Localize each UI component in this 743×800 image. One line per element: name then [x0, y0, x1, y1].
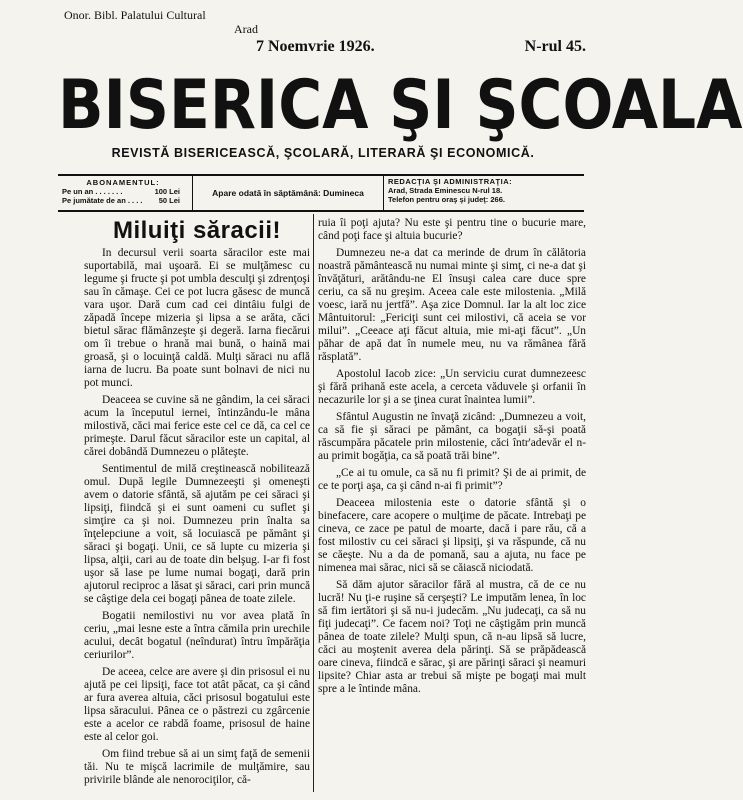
publication-frequency: Apare odată în săptămână: Dumineca [192, 176, 384, 210]
subscription-price: 100 Lei [154, 187, 180, 196]
paragraph: De aceea, celce are avere şi din prisosul ei nu ajută pe cei lipsiţi, face tot atât păcat, ca şi când ar fura averea altuia, căci prisosul bogatului este lipsa săracului. Pânea ce o păstrezi cu zgârcenie este a acelor ce rabdă foame, prisosul de haine este al celor goi. [84, 666, 310, 743]
info-bar [58, 174, 584, 212]
paragraph: „Ce ai tu omule, ca să nu fi primit? Şi de ai primit, de ce te porţi aşa, ca şi când n-ai fi primit”? [318, 467, 586, 492]
stamp-line-1: Onor. Bibl. Palatului Cultural [64, 8, 206, 22]
editorial-header: REDACŢIA ŞI ADMINISTRAŢIA: [388, 177, 513, 186]
editorial-office-box [388, 176, 584, 211]
editorial-phone: Telefon pentru oraş şi judeţ: 266. [388, 195, 505, 204]
article-right-column [318, 217, 586, 700]
issue-date: 7 Noemvrie 1926. [256, 38, 375, 55]
stamp-line-2: Arad [234, 22, 258, 36]
paragraph: Să dăm ajutor săracilor fără al mustra, că de ce nu lucră! Nu ţi-e ruşine să cerşeşti? Le imputăm lenea, în loc să fim iertători şi să nu-i judecăm. „Nu judecaţi, ca să nu fiţi judecaţi”. Ce facem noi? Toţi ne câştigăm prin muncă pânea de toate zilele? Mulţi spun, că n-au lipsă să lucre, căci au moştenit averea dela părinţi. Să se prăpădească oare cineva, fiindcă e sărac, şi are părinţi săraci şi neamuri lipsite? Chiar asta ar trebui să mişte pe bogaţi mai mult spre a le întinde mâna. [318, 579, 586, 695]
paragraph: Deaceea se cuvine să ne gândim, la cei săraci acum la începutul iernei, întinzându-le mâna milostivă, căci mai ferice este cel ce dă, ca cel ce primeşte. Darul făcut săracilor este un capital, al cărei dobândă Dumnezeu o plăteşte. [84, 394, 310, 458]
article-title: Miluiţi săracii! [112, 217, 282, 244]
library-stamp [64, 8, 258, 36]
paragraph: In decursul verii soarta săracilor este mai suportabilă, mai uşoară. Ei se mulţămesc cu legume şi fructe şi pot umbla desculţi şi zdrenţoşi sau în cămaşe. Cei ce pot lucra găsesc de muncă vara uşor. Dară cum cad cei dintâiu fulgi de zăpadă începe mizeria şi lipsa a se arăta, căci bietul sărac flămânzeşte şi degeră. Iarna fiecărui om îi trebue o hrană mai bună, o haină mai groasă, şi o locuinţă caldă. Mulţi săraci nu află iarna de lucru. Ba poate sunt bolnavi de nici nu pot munci. [84, 247, 310, 389]
subscription-row [58, 196, 188, 205]
subscription-row [58, 187, 188, 196]
subscription-label: Pe un an . . . . . . . [62, 187, 123, 196]
column-divider [313, 214, 314, 792]
masthead-subtitle: REVISTĂ BISERICEASCĂ, ŞCOLARĂ, LITERARĂ ŞI ECONOMICĂ. [111, 146, 535, 160]
issue-number: N-rul 45. [524, 38, 586, 55]
subscription-header: ABONAMENTUL: [86, 178, 160, 187]
paragraph: Sfântul Augustin ne învaţă zicând: „Dumnezeu a voit, ca să fie şi săraci pe pământ, ca bogaţii să-şi poată răscumpăra păcatele prin milostenie, căci într'adevăr el n-au primit bogăţia, ca să poată trăi bine”. [318, 411, 586, 462]
subscription-box [58, 176, 188, 212]
article-left-column [84, 217, 310, 791]
subscription-price: 50 Lei [158, 196, 180, 205]
paragraph: Dumnezeu ne-a dat ca merinde de drum în călătoria noastră pământească nu numai minte şi simţ, ci ne-a dat şi învăţături, arătându-ne El însuşi calea care duce spre ceriu, ca să nu greşim. Aceea cale este milostenia. „Milă voesc, iară nu jertfă”. Aşa zice Domnul. Iar la alt loc zice Mântuitorul: „Fericiţi sunt cei milostivi, că aceia se vor milui”. „Ceeace aţi făcut altuia, mie mi-aţi făcut”. „Un păhar de apă dat în numele meu, nu va rămânea fără răsplată”. [318, 247, 586, 363]
editorial-address: Arad, Strada Eminescu N-rul 18. [388, 186, 503, 195]
dateline [256, 38, 586, 56]
paragraph: Bogatii nemilostivi nu vor avea plată în ceriu, „mai lesne este a întra cămila prin urechile acului, decât bogatul (neîndurat) întru împărăţia ceriurilor”. [84, 610, 310, 661]
paragraph: Deaceea milostenia este o datorie sfântă şi o binefacere, care acopere o mulţime de păcate. Intrebaţi pe cineva, ce zace pe patul de moarte, dacă i pare rău, că a fost milostiv cu cei săraci şi lipsiţi, şi va răspunde, că nu se căeşte. Nu a da de pomană, sau a ajuta, nu face pe nimenea mai sărac, nici să se căiască niciodată. [318, 497, 586, 574]
paragraph: Om fiind trebue să ai un simţ faţă de semenii tăi. Nu te mişcă lacrimile de mulţămire, sau privirile blânde ale nenorociţilor, că- [84, 748, 310, 786]
paragraph: Apostolul Iacob zice: „Un serviciu curat dumnezeesc şi fără prihană este acela, a cerceta văduvele şi orfanii în necazurile lor şi a se ţinea curat înaintea lumii”. [318, 368, 586, 406]
masthead-title: BISERICA ŞI ŞCOALA [58, 66, 743, 145]
subscription-label: Pe jumătate de an . . . . [62, 196, 143, 205]
paragraph: ruia îi poţi ajuta? Nu este şi pentru tine o bucurie mare, când poţi face şi altuia bucurie? [318, 217, 586, 242]
paragraph: Sentimentul de milă creştinească nobilitează omul. După legile Dumnezeeşti şi omeneşti avem o datorie sfântă, să ajutăm pe cei săraci şi lipsiţi, fiindcă şi ei sunt oameni cu suflet şi simţire ca şi noi. Dumnezeu prin înalta sa înţelepciune a voit, să locuiască pe pământ şi săraci şi bogaţi. Unii, ce să lupte cu mizeria şi lipsa, alţii, cari au de toate din belşug. I-ar fi fost uşor să lase pe lume numai bogaţi, dară prin ajutorul reciproc a lăsat şi săraci, cari prin muncă se câştige dela cei bogaţi pânea de toate zilele. [84, 463, 310, 605]
